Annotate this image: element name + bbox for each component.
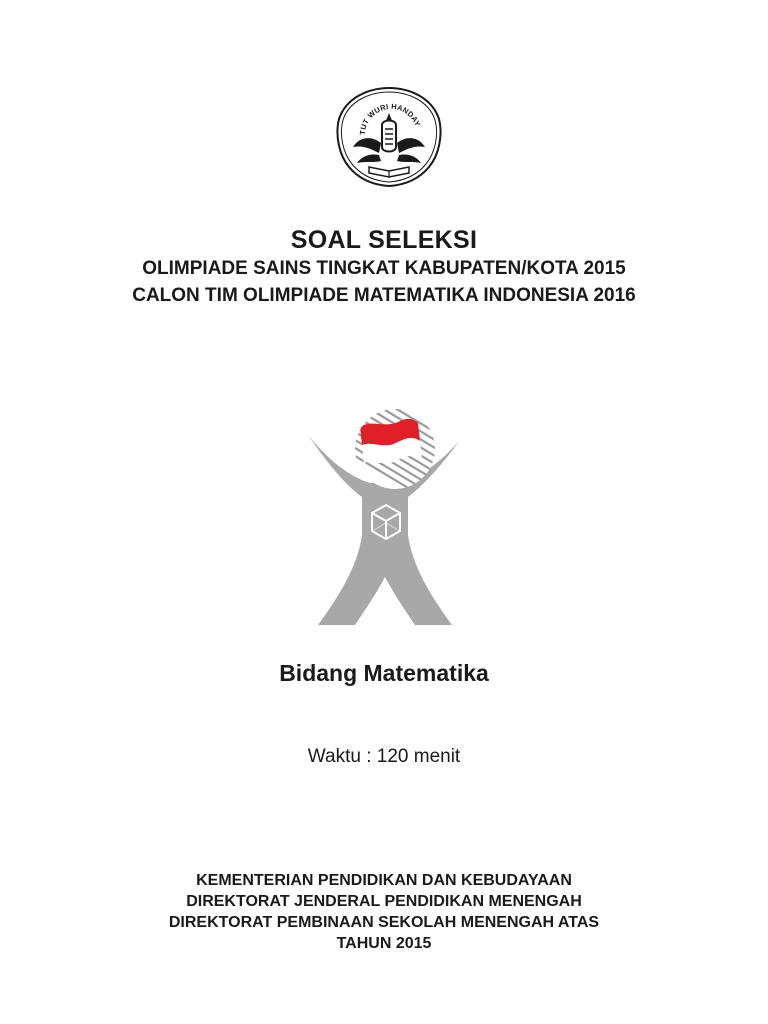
footer-line-year: TAHUN 2015 [336,935,432,952]
footer-line-directorate-general: DIREKTORAT JENDERAL PENDIDIKAN MENENGAH [186,893,582,910]
seal-motto: TUT WURI HANDAY [357,101,423,136]
subtitle-olympiad: OLIMPIADE SAINS TINGKAT KABUPATEN/KOTA 2015 [142,258,626,279]
subject-field: Bidang Matematika [279,660,489,686]
tut-wuri-handayani-seal-icon [335,85,443,189]
subtitle-team: CALON TIM OLIMPIADE MATEMATIKA INDONESIA 2016 [132,285,636,306]
footer-line-ministry: KEMENTERIAN PENDIDIKAN DAN KEBUDAYAAN [196,872,572,889]
institution-footer [0,870,768,954]
page-title: SOAL SELEKSI [290,226,478,254]
olympiad-figure-icon [300,405,470,630]
exam-duration: Waktu : 120 menit [307,746,461,767]
footer-line-directorate: DIREKTORAT PEMBINAAN SEKOLAH MENENGAH ATAS [168,914,600,931]
